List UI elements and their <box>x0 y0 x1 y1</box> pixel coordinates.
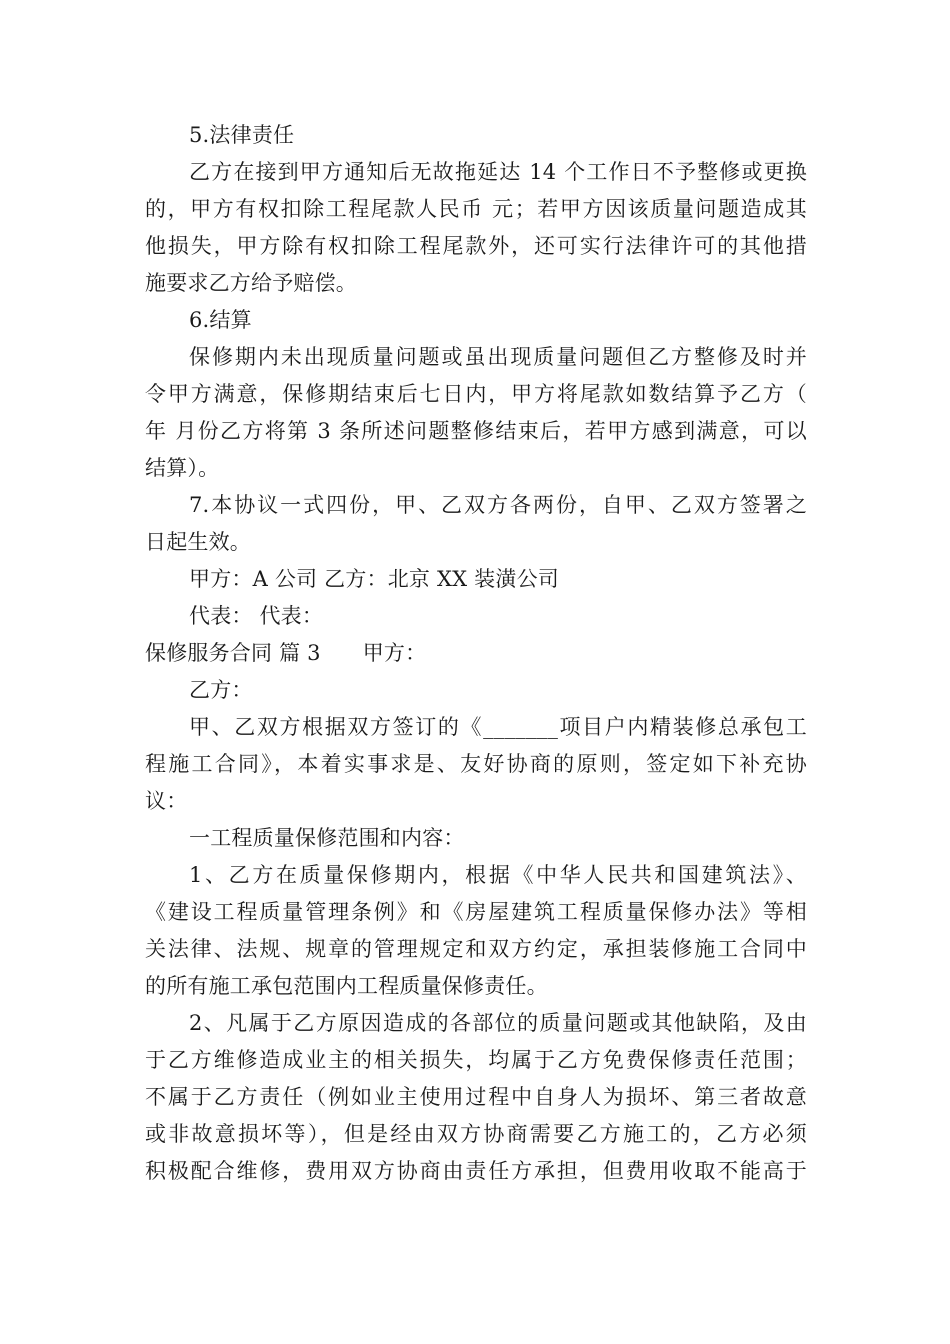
paragraph-line: 程施工合同》，本着实事求是、友好协商的原则，签定如下补充协 <box>145 752 807 776</box>
party-a-label: 甲方： <box>362 641 427 665</box>
paragraph-line: 令甲方满意，保修期结束后七日内，甲方将尾款如数结算予乙方（ <box>145 382 807 406</box>
paragraph-line: 年 月份乙方将第 3 条所述问题整修结束后，若甲方感到满意，可以 <box>145 419 807 443</box>
paragraph-line: 于乙方维修造成业主的相关损失，均属于乙方免费保修责任范围； <box>145 1048 807 1072</box>
contract-title-line <box>145 639 807 668</box>
paragraph-line: 结算）。 <box>145 456 220 480</box>
paragraph-line: 7.本协议一式四份，甲、乙双方各两份，自甲、乙双方签署之 <box>189 493 807 517</box>
paragraph-line: 日起生效。 <box>145 530 251 554</box>
paragraph-line: 的所有施工承包范围内工程质量保修责任。 <box>145 974 548 998</box>
paragraph-line: 2、凡属于乙方原因造成的各部位的质量问题或其他缺陷，及由 <box>189 1011 807 1035</box>
paragraph-line: 施要求乙方给予赔偿。 <box>145 271 357 295</box>
contract-title: 保修服务合同 篇 3 <box>145 641 321 665</box>
paragraph-line: 议： <box>145 789 188 813</box>
paragraph-line: 《建设工程质量管理条例》和《房屋建筑工程质量保修办法》等相 <box>145 900 807 924</box>
party-b-label: 乙方： <box>189 678 253 702</box>
paragraph-line: 甲、乙双方根据双方签订的《_______项目户内精装修总承包工 <box>189 715 807 739</box>
signature-representatives: 代表： 代表： <box>189 604 324 628</box>
paragraph-line: 的，甲方有权扣除工程尾款人民币 元；若甲方因该质量问题造成其 <box>145 197 807 221</box>
paragraph-line: 1、乙方在质量保修期内，根据《中华人民共和国建筑法》、 <box>189 863 807 887</box>
paragraph-line: 关法律、法规、规章的管理规定和双方约定，承担装修施工合同中 <box>145 937 807 961</box>
paragraph-line: 或非故意损坏等），但是经由双方协商需要乙方施工的，乙方必须 <box>145 1122 807 1146</box>
paragraph-line: 保修期内未出现质量问题或虽出现质量问题但乙方整修及时并 <box>189 345 807 369</box>
paragraph-line: 不属于乙方责任（例如业主使用过程中自身人为损坏、第三者故意 <box>145 1085 807 1109</box>
paragraph-line: 乙方在接到甲方通知后无故拖延达 14 个工作日不予整修或更换 <box>189 160 807 184</box>
section-heading-scope: 一工程质量保修范围和内容： <box>189 826 465 850</box>
section-heading-legal-liability: 5.法律责任 <box>189 123 295 147</box>
section-heading-settlement: 6.结算 <box>189 308 252 332</box>
paragraph-line: 他损失，甲方除有权扣除工程尾款外，还可实行法律许可的其他措 <box>145 234 807 258</box>
paragraph-line: 积极配合维修，费用双方协商由责任方承担，但费用收取不能高于 <box>145 1159 807 1183</box>
signature-parties: 甲方：A 公司 乙方：北京 XX 装潢公司 <box>189 567 559 591</box>
